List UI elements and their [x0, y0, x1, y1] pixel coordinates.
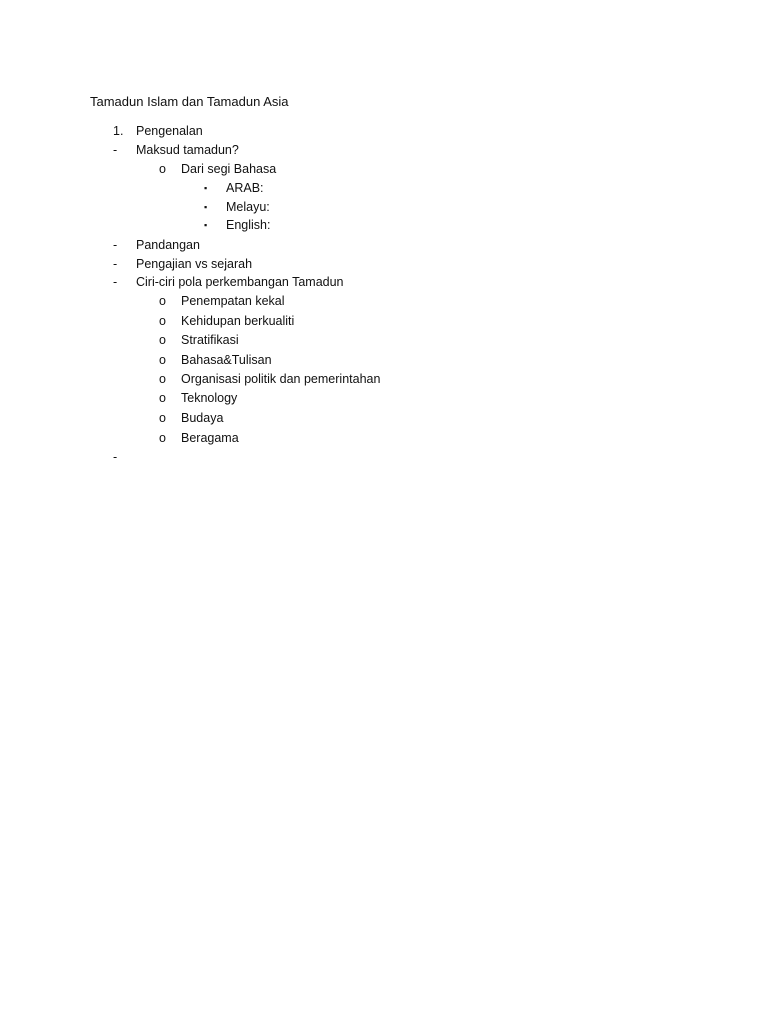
dash-bullet: - — [113, 257, 118, 271]
list-item-text: Bahasa&Tulisan — [181, 353, 272, 367]
square-bullet: ▪ — [204, 220, 208, 230]
dash-bullet: - — [113, 238, 118, 252]
circle-bullet: o — [159, 353, 166, 367]
list-item-text: English: — [226, 218, 271, 232]
list-item-text: Maksud tamadun? — [136, 143, 239, 157]
dash-bullet: - — [113, 450, 118, 464]
circle-bullet: o — [159, 162, 166, 176]
circle-bullet: o — [159, 294, 166, 308]
circle-bullet: o — [159, 372, 166, 386]
document-title: Tamadun Islam dan Tamadun Asia — [90, 94, 289, 109]
square-bullet: ▪ — [204, 202, 208, 212]
list-item-text: Stratifikasi — [181, 333, 239, 347]
circle-bullet: o — [159, 431, 166, 445]
list-item-text: Ciri-ciri pola perkembangan Tamadun — [136, 275, 344, 289]
circle-bullet: o — [159, 391, 166, 405]
list-item-text: Penempatan kekal — [181, 294, 285, 308]
list-item-text: Organisasi politik dan pemerintahan — [181, 372, 381, 386]
list-item-text: Pengajian vs sejarah — [136, 257, 253, 271]
list-item-text: Budaya — [181, 411, 224, 425]
list-item-text: Teknology — [181, 391, 238, 405]
square-bullet: ▪ — [204, 183, 208, 193]
circle-bullet: o — [159, 333, 166, 347]
dash-bullet: - — [113, 275, 118, 289]
circle-bullet: o — [159, 411, 166, 425]
list-item-text: Dari segi Bahasa — [181, 162, 277, 176]
list-number: 1. — [113, 124, 124, 138]
list-item-text: ARAB: — [226, 181, 264, 195]
list-item-text: Beragama — [181, 431, 239, 445]
dash-bullet: - — [113, 143, 118, 157]
circle-bullet: o — [159, 314, 166, 328]
list-item-text: Pengenalan — [136, 124, 203, 138]
list-item-text: Melayu: — [226, 200, 270, 214]
list-item-text: Pandangan — [136, 238, 200, 252]
list-item-text: Kehidupan berkualiti — [181, 314, 295, 328]
